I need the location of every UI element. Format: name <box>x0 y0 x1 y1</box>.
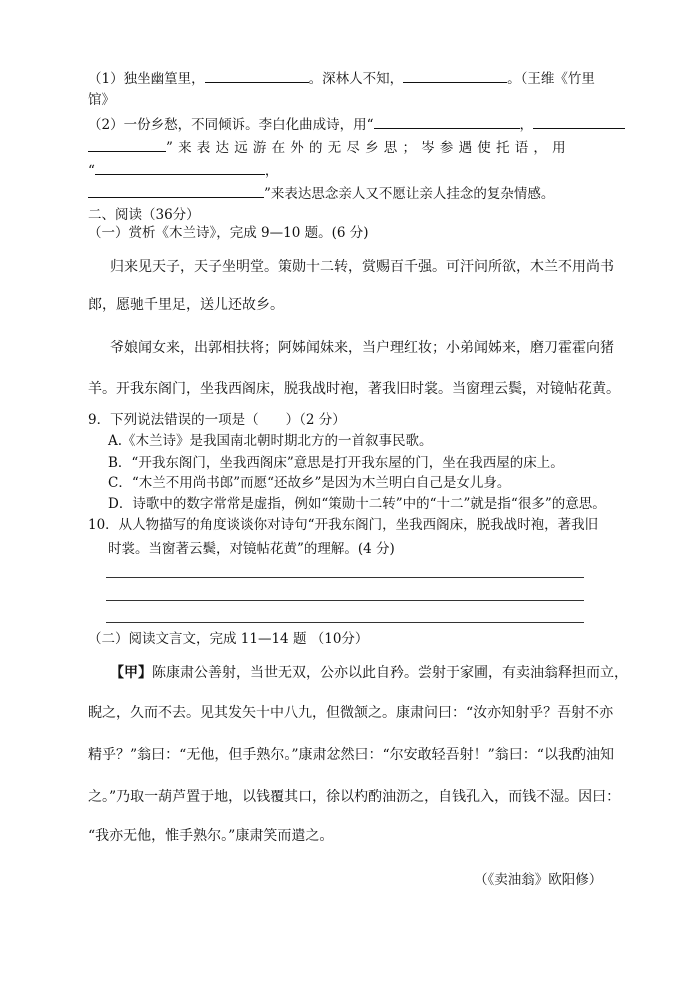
poem-line-3: 爷娘闻女来，出郭相扶将；阿姊闻妹来，当户理红妆；小弟闻姊来，磨刀霍霍向猪 <box>110 340 614 356</box>
q2-line-2 <box>88 137 571 157</box>
q2-line-4 <box>88 183 554 203</box>
q2-text-f: ”来表达思念亲人又不愿让亲人挂念的复杂情感。 <box>264 186 555 202</box>
q2-text-a: （2）一份乡愁，不同倾诉。李白化曲成诗，用“ <box>88 117 374 133</box>
q1-text-d: 馆》 <box>88 92 115 108</box>
q9-option-c[interactable]: C．“木兰不用尚书郎”而愿“还故乡”是因为木兰明白自己是女儿身。 <box>108 475 511 491</box>
classical-line-4: 之。”乃取一葫芦置于地，以钱覆其口，徐以杓酌油沥之，自钱孔入，而钱不湿。因曰： <box>88 789 621 805</box>
q1-line <box>88 68 595 88</box>
poem-line-1: 归来见天子，天子坐明堂。策勋十二转，赏赐百千强。可汗问所欲，木兰不用尚书 <box>110 259 614 275</box>
poem-line-4: 羊。开我东阁门，坐我西阁床，脱我战时袍，著我旧时裳。当窗理云鬓，对镜帖花黄。 <box>88 381 620 397</box>
q9-option-b[interactable]: B．“开我东阁门，坐我西阁床”意思是打开我东屋的门，坐在我西屋的床上。 <box>108 455 564 471</box>
q2-line-1 <box>88 114 625 134</box>
q1-blank-1[interactable] <box>205 68 309 83</box>
q1-blank-2[interactable] <box>403 68 507 83</box>
part1-title: （一）赏析《木兰诗》，完成 9—10 题。(6 分) <box>88 225 369 241</box>
q2-blank-2-cont[interactable] <box>88 137 166 152</box>
q9-stem: 9．下列说法错误的一项是（ ）（2 分） <box>88 412 346 428</box>
q1-text-b: 。深林人不知， <box>308 71 404 87</box>
section-title: 二、阅读（36分） <box>88 207 200 223</box>
classical-line-3: 精乎？”翁曰：“无他，但手熟尔。”康肃忿然曰：“尔安敢轻吾射！”翁曰：“以我酌油知 <box>88 747 614 763</box>
q2-text-c: ”来表达远游在外的无尽乡思；岑参遇使托语，用 <box>166 140 571 156</box>
q2-text-e: ， <box>264 163 279 179</box>
part2-title: （二）阅读文言文，完成 11—14 题 （10分） <box>88 631 369 647</box>
q2-text-b: ， <box>519 117 533 133</box>
passage-source: （《卖油翁》欧阳修） <box>474 872 603 888</box>
q1-text-a: （1）独坐幽篁里， <box>88 71 205 87</box>
answer-line-2[interactable] <box>106 600 584 601</box>
q2-blank-2[interactable] <box>533 114 625 129</box>
classical-line-5: “我亦无他，惟手熟尔。”康肃笑而遣之。 <box>88 828 334 844</box>
passage-label: 【甲】 <box>110 665 152 681</box>
q1-line-2 <box>88 91 115 109</box>
answer-line-1[interactable] <box>106 577 584 578</box>
q10-stem-1: 10．从人物描写的角度谈谈你对诗句“开我东阁门，坐我西阁床，脱我战时袍，著我旧 <box>88 517 599 533</box>
q2-line-3 <box>88 160 278 180</box>
poem-line-2: 郎，愿驰千里足，送儿还故乡。 <box>88 297 284 313</box>
classical-line-2: 睨之，久而不去。见其发矢十中八九，但微颔之。康肃问曰：“汝亦知射乎？吾射不亦 <box>88 705 614 721</box>
q9-option-d[interactable]: D．诗歌中的数字常常是虚指，例如“策勋十二转”中的“十二”就是指“很多”的意思。 <box>108 496 606 512</box>
q10-stem-2: 时裳。当窗著云鬓，对镜帖花黄”的理解。(4 分) <box>108 541 395 557</box>
classical-line-1 <box>110 664 628 682</box>
q2-blank-3[interactable] <box>95 160 265 175</box>
q1-text-c: 。（王维《竹里 <box>507 71 595 87</box>
q2-blank-1[interactable] <box>374 114 520 129</box>
answer-line-3[interactable] <box>106 622 584 623</box>
q2-blank-4[interactable] <box>88 183 264 198</box>
classical-text-1: 陈康肃公善射，当世无双，公亦以此自矜。尝射于家圃，有卖油翁释担而立， <box>152 665 628 681</box>
q9-option-a[interactable]: A.《木兰诗》是我国南北朝时期北方的一首叙事民歌。 <box>108 433 433 449</box>
q2-text-d: “ <box>88 163 95 179</box>
